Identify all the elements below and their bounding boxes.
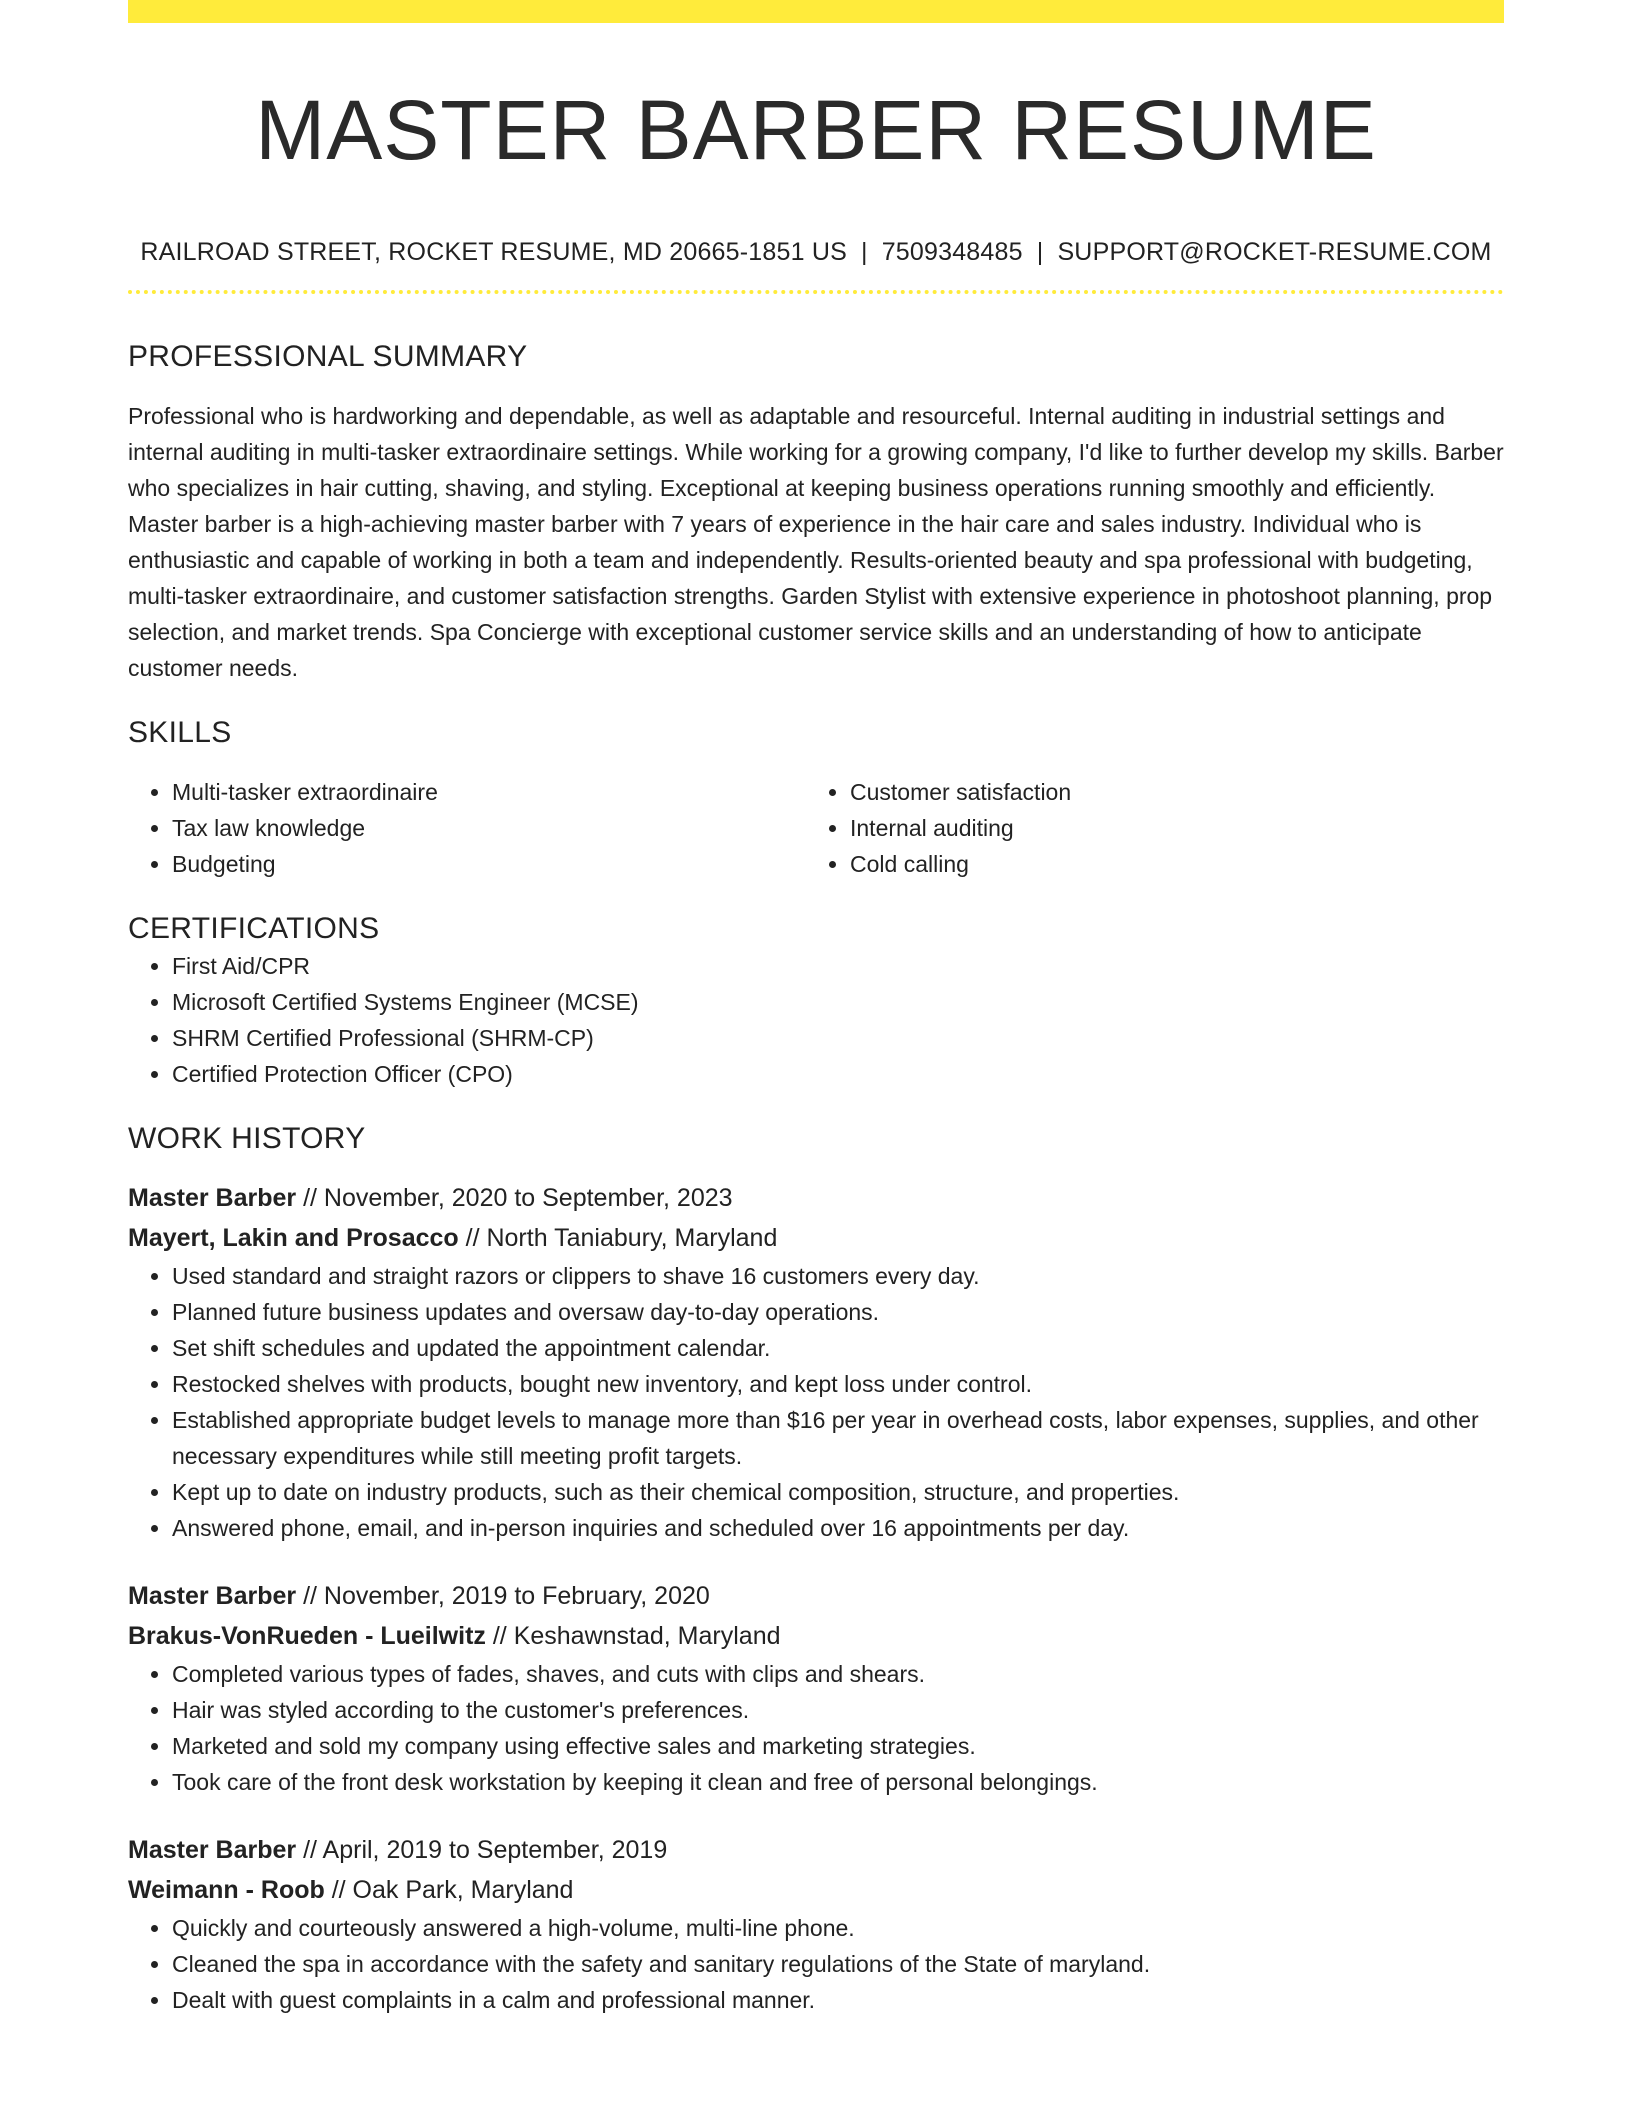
job-role-line bbox=[128, 1830, 1504, 1870]
job-role-line bbox=[128, 1576, 1504, 1616]
job-company-line bbox=[128, 1218, 1504, 1258]
certification-item: • SHRM Certified Professional (SHRM-CP) bbox=[172, 1020, 1504, 1056]
skills-grid bbox=[128, 774, 1504, 882]
job-location: // North Taniabury, Maryland bbox=[458, 1224, 778, 1252]
skill-item: • Budgeting bbox=[172, 846, 806, 882]
job-dates: // November, 2020 to September, 2023 bbox=[296, 1184, 733, 1212]
skill-item: • Multi-tasker extraordinaire bbox=[172, 774, 806, 810]
skills-column-right bbox=[806, 774, 1484, 882]
job-duty: • Hair was styled according to the customer's preferences. bbox=[172, 1692, 1504, 1728]
contact-phone: 7509348485 bbox=[881, 238, 1023, 266]
job-role: Master Barber bbox=[128, 1582, 297, 1610]
job-duties-list bbox=[128, 1910, 1504, 2018]
contact-address: RAILROAD STREET, ROCKET RESUME, MD 20665-1851 US bbox=[140, 238, 847, 266]
certifications-heading: CERTIFICATIONS bbox=[128, 912, 380, 945]
job-entry bbox=[128, 1178, 1504, 1546]
certification-item: • First Aid/CPR bbox=[172, 948, 1504, 984]
resume-title: MASTER BARBER RESUME bbox=[255, 83, 1377, 177]
job-duty: • Answered phone, email, and in-person inquiries and scheduled over 16 appointments per day. bbox=[172, 1510, 1504, 1546]
certifications-list bbox=[128, 948, 1504, 1092]
job-dates: // November, 2019 to February, 2020 bbox=[296, 1582, 710, 1610]
job-duty: • Cleaned the spa in accordance with the safety and sanitary regulations of the State of maryland. bbox=[172, 1946, 1504, 1982]
job-company: Mayert, Lakin and Prosacco bbox=[128, 1224, 459, 1252]
header-divider bbox=[128, 290, 1504, 294]
summary-heading: PROFESSIONAL SUMMARY bbox=[128, 340, 528, 373]
job-role: Master Barber bbox=[128, 1836, 297, 1864]
job-duties-list bbox=[128, 1656, 1504, 1800]
job-duty: • Restocked shelves with products, bought new inventory, and kept loss under control. bbox=[172, 1366, 1504, 1402]
job-role: Master Barber bbox=[128, 1184, 297, 1212]
contact-separator: | bbox=[1036, 238, 1044, 266]
skills-list-right bbox=[806, 774, 1484, 882]
job-location: // Oak Park, Maryland bbox=[324, 1876, 574, 1904]
job-duty: • Marketed and sold my company using effective sales and marketing strategies. bbox=[172, 1728, 1504, 1764]
skill-item: • Customer satisfaction bbox=[850, 774, 1484, 810]
job-role-line bbox=[128, 1178, 1504, 1218]
job-entry bbox=[128, 1830, 1504, 2018]
job-duty: • Used standard and straight razors or clippers to shave 16 customers every day. bbox=[172, 1258, 1504, 1294]
skills-column-left bbox=[128, 774, 806, 882]
skills-heading: SKILLS bbox=[128, 716, 232, 749]
skill-item: • Internal auditing bbox=[850, 810, 1484, 846]
job-duty: • Completed various types of fades, shaves, and cuts with clips and shears. bbox=[172, 1656, 1504, 1692]
skill-item: • Cold calling bbox=[850, 846, 1484, 882]
job-company: Weimann - Roob bbox=[128, 1876, 325, 1904]
job-company-line bbox=[128, 1870, 1504, 1910]
work-history-heading: WORK HISTORY bbox=[128, 1122, 366, 1155]
skill-item: • Tax law knowledge bbox=[172, 810, 806, 846]
certification-item: • Certified Protection Officer (CPO) bbox=[172, 1056, 1504, 1092]
job-company-line bbox=[128, 1616, 1504, 1656]
certification-item: • Microsoft Certified Systems Engineer (MCSE) bbox=[172, 984, 1504, 1020]
contact-line bbox=[128, 236, 1504, 268]
job-duty: • Dealt with guest complaints in a calm and professional manner. bbox=[172, 1982, 1504, 2018]
job-duty: • Kept up to date on industry products, such as their chemical composition, structure, and properties. bbox=[172, 1474, 1504, 1510]
contact-email: SUPPORT@ROCKET-RESUME.COM bbox=[1057, 238, 1492, 266]
job-duty: • Took care of the front desk workstation by keeping it clean and free of personal belongings. bbox=[172, 1764, 1504, 1800]
job-location: // Keshawnstad, Maryland bbox=[485, 1622, 781, 1650]
job-duty: • Planned future business updates and oversaw day-to-day operations. bbox=[172, 1294, 1504, 1330]
job-entry bbox=[128, 1576, 1504, 1800]
job-dates: // April, 2019 to September, 2019 bbox=[296, 1836, 668, 1864]
job-duty: • Set shift schedules and updated the appointment calendar. bbox=[172, 1330, 1504, 1366]
resume-page bbox=[128, 0, 1504, 2018]
job-duties-list bbox=[128, 1258, 1504, 1546]
job-duty: • Established appropriate budget levels to manage more than $16 per year in overhead costs, labor expenses, supplies, and other necessary expenditures while still meeting profit targets. bbox=[172, 1402, 1504, 1474]
job-duty: • Quickly and courteously answered a high-volume, multi-line phone. bbox=[172, 1910, 1504, 1946]
skills-list-left bbox=[128, 774, 806, 882]
job-company: Brakus-VonRueden - Lueilwitz bbox=[128, 1622, 486, 1650]
summary-text: Professional who is hardworking and dependable, as well as adaptable and resourceful. Internal auditing in industrial settings and internal auditing in multi-tasker extraordinaire settings. While working for a growing company, I'd like to further develop my skills. Barber who specializes in hair cutting, shaving, and styling. Exceptional at keeping business operations running smoothly and efficiently. Master barber is a high-achieving master barber with 7 years of experience in the hair care and sales industry. Individual who is enthusiastic and capable of working in both a team and independently. Results-oriented beauty and spa professional with budgeting, multi-tasker extraordinaire, and customer satisfaction strengths. Garden Stylist with extensive experience in photoshoot planning, prop selection, and market trends. Spa Concierge with exceptional customer service skills and an understanding of how to anticipate customer needs. bbox=[128, 403, 1504, 681]
contact-separator: | bbox=[860, 238, 868, 266]
